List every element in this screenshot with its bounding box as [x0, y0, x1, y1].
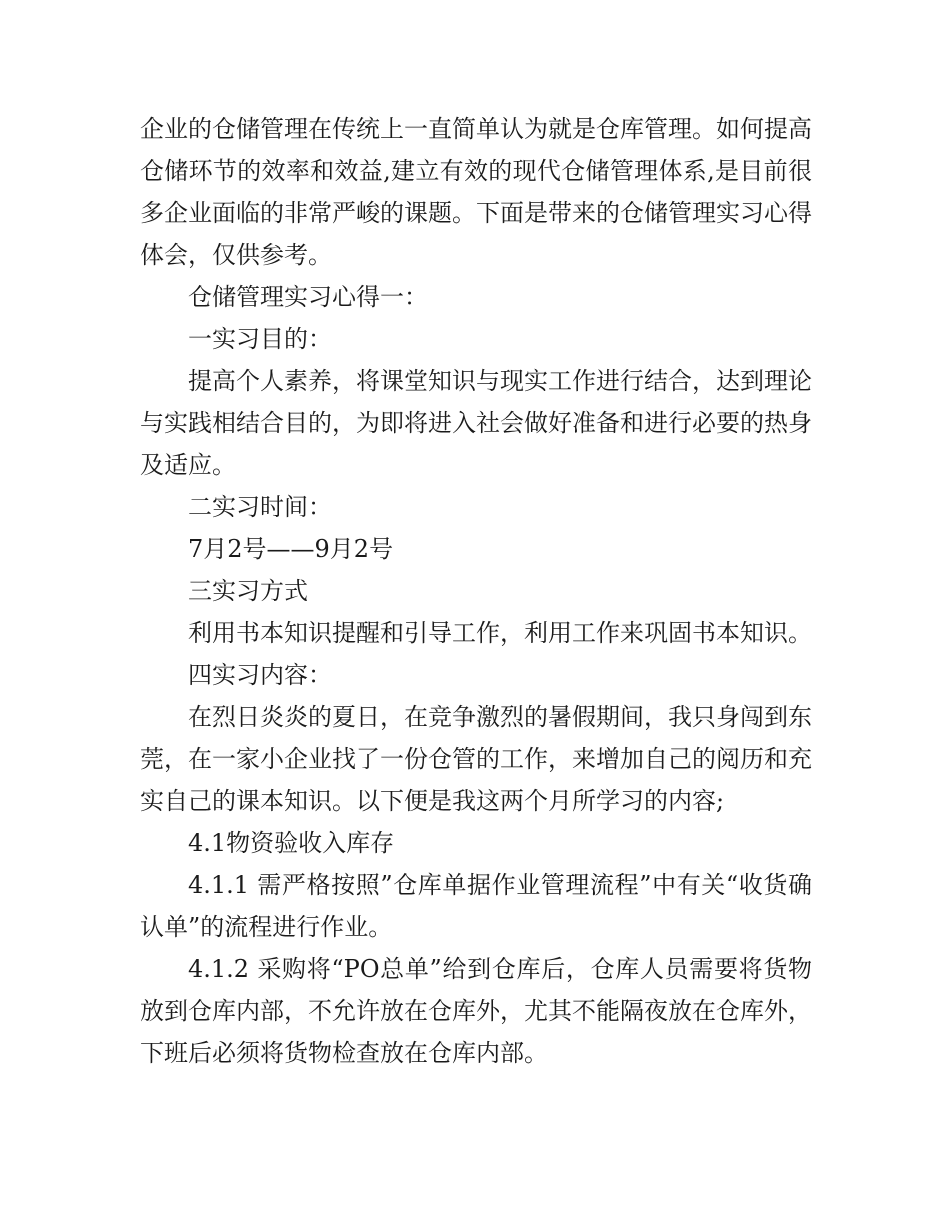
heading-time: 二实习时间：	[188, 493, 332, 521]
time-paragraph: 7月2号——9月2号	[188, 535, 394, 563]
intro-paragraph: 企业的仓储管理在传统上一直简单认为就是仓库管理。如何提高仓储环节的效率和效益,建立有效的现代仓储管理体系,是目前很多企业面临的非常严峻的课题。下面是带来的仓储管理实习心得体会，仅供参考。	[140, 115, 812, 269]
purpose-paragraph: 提高个人素养，将课堂知识与现实工作进行结合，达到理论与实践相结合目的，为即将进入社会做好准备和进行必要的热身及适应。	[140, 367, 812, 479]
item-4-1-1: 4.1.1 需严格按照”仓库单据作业管理流程”中有关“收货确认单”的流程进行作业。	[140, 871, 812, 941]
content-paragraph: 在烈日炎炎的夏日，在竞争激烈的暑假期间，我只身闯到东莞，在一家小企业找了一份仓管的工作，来增加自己的阅历和充实自己的课本知识。以下便是我这两个月所学习的内容;	[140, 703, 812, 815]
item-4-1-2: 4.1.2 采购将“PO总单”给到仓库后，仓库人员需要将货物放到仓库内部，不允许放在仓库外，尤其不能隔夜放在仓库外，下班后必须将货物检查放在仓库内部。	[140, 955, 812, 1067]
heading-purpose: 一实习目的：	[188, 325, 332, 353]
heading-content: 四实习内容：	[188, 661, 332, 689]
method-paragraph: 利用书本知识提醒和引导工作，利用工作来巩固书本知识。	[188, 619, 812, 647]
document-body	[140, 108, 812, 1074]
item-4-1: 4.1物资验收入库存	[188, 829, 395, 857]
section-title: 仓储管理实习心得一：	[188, 283, 428, 311]
heading-method: 三实习方式	[188, 577, 308, 605]
